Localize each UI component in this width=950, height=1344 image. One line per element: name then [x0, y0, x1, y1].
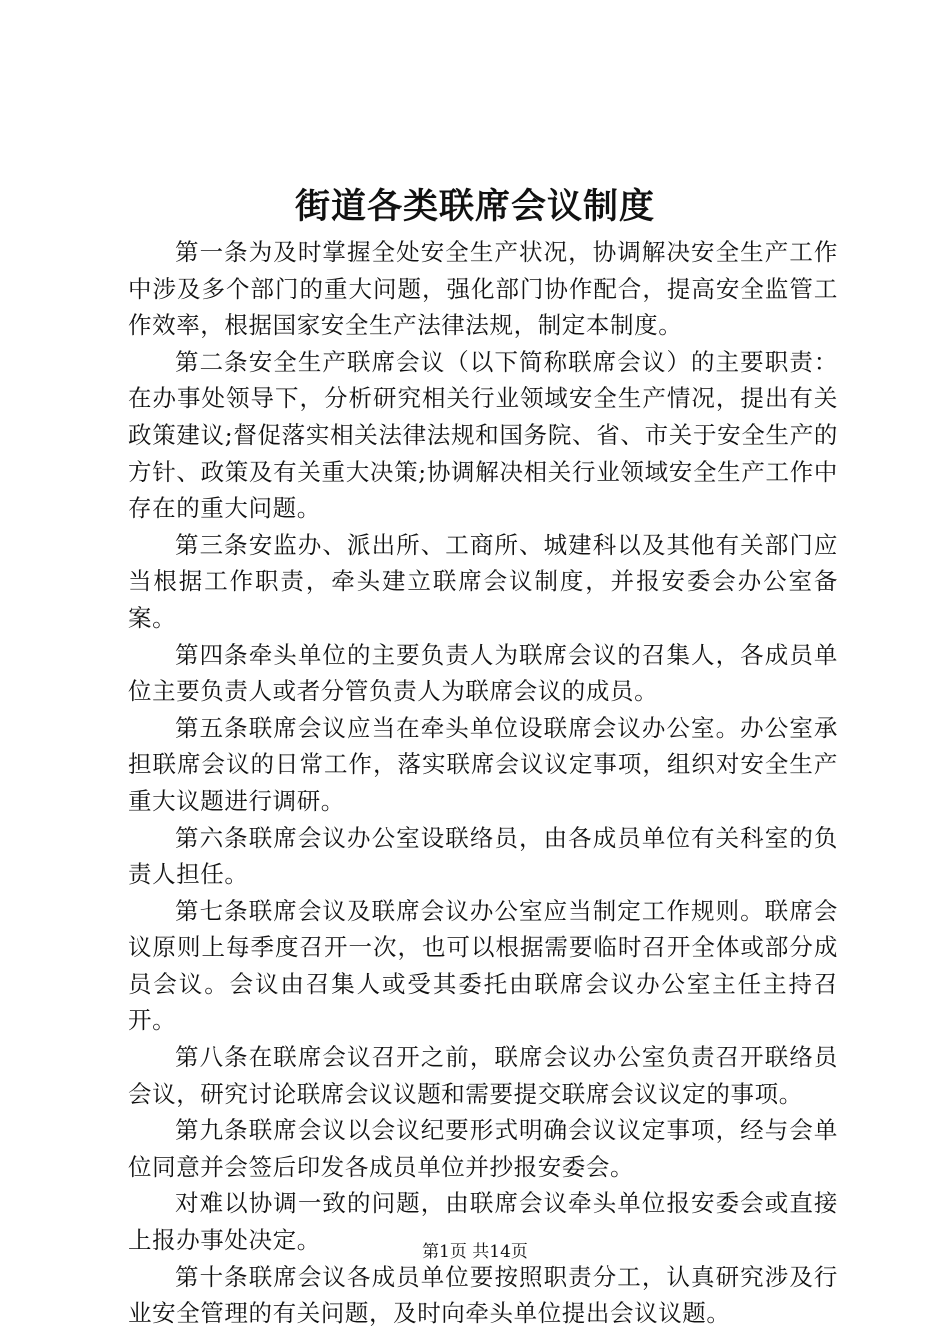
document-title: 街道各类联席会议制度 — [294, 186, 655, 227]
paragraph-article-7: 第七条联席会议及联席会议办公室应当制定工作规则。联席会议原则上每季度召开一次，也可以根据需要临时召开全体或部分成员会议。会议由召集人或受其委托由联席会议办公室主任主持召开。 — [128, 896, 838, 1035]
paragraph-article-5: 第五条联席会议应当在牵头单位设联席会议办公室。办公室承担联席会议的日常工作，落实联席会议议定事项，组织对安全生产重大议题进行调研。 — [128, 713, 838, 815]
paragraph-article-1: 第一条为及时掌握全处安全生产状况，协调解决安全生产工作中涉及多个部门的重大问题，强化部门协作配合，提高安全监管工作效率，根据国家安全生产法律法规，制定本制度。 — [128, 238, 838, 340]
paragraph-article-9-supplement: 对难以协调一致的问题，由联席会议牵头单位报安委会或直接上报办事处决定。 — [128, 1189, 838, 1255]
paragraph-article-6: 第六条联席会议办公室设联络员，由各成员单位有关科室的负责人担任。 — [128, 823, 838, 889]
paragraph-article-2: 第二条安全生产联席会议（以下简称联席会议）的主要职责：在办事处领导下，分析研究相关行业领域安全生产情况，提出有关政策建议;督促落实相关法律法规和国务院、省、市关于安全生产的方针、政策及有关重大决策;协调解决相关行业领域安全生产工作中存在的重大问题。 — [128, 347, 838, 523]
paragraph-article-4: 第四条牵头单位的主要负责人为联席会议的召集人，各成员单位主要负责人或者分管负责人为联席会议的成员。 — [128, 640, 838, 706]
paragraph-article-10: 第十条联席会议各成员单位要按照职责分工，认真研究涉及行业安全管理的有关问题，及时向牵头单位提出会议议题。 — [128, 1262, 838, 1328]
page-number-footer: 第1页 共14页 — [422, 1242, 528, 1262]
paragraph-article-3: 第三条安监办、派出所、工商所、城建科以及其他有关部门应当根据工作职责，牵头建立联席会议制度，并报安委会办公室备案。 — [128, 530, 838, 632]
paragraph-article-9: 第九条联席会议以会议纪要形式明确会议议定事项，经与会单位同意并会签后印发各成员单位并抄报安委会。 — [128, 1116, 838, 1181]
document-body — [128, 234, 838, 1332]
paragraph-article-8: 第八条在联席会议召开之前，联席会议办公室负责召开联络员会议，研究讨论联席会议议题和需要提交联席会议议定的事项。 — [128, 1043, 838, 1108]
